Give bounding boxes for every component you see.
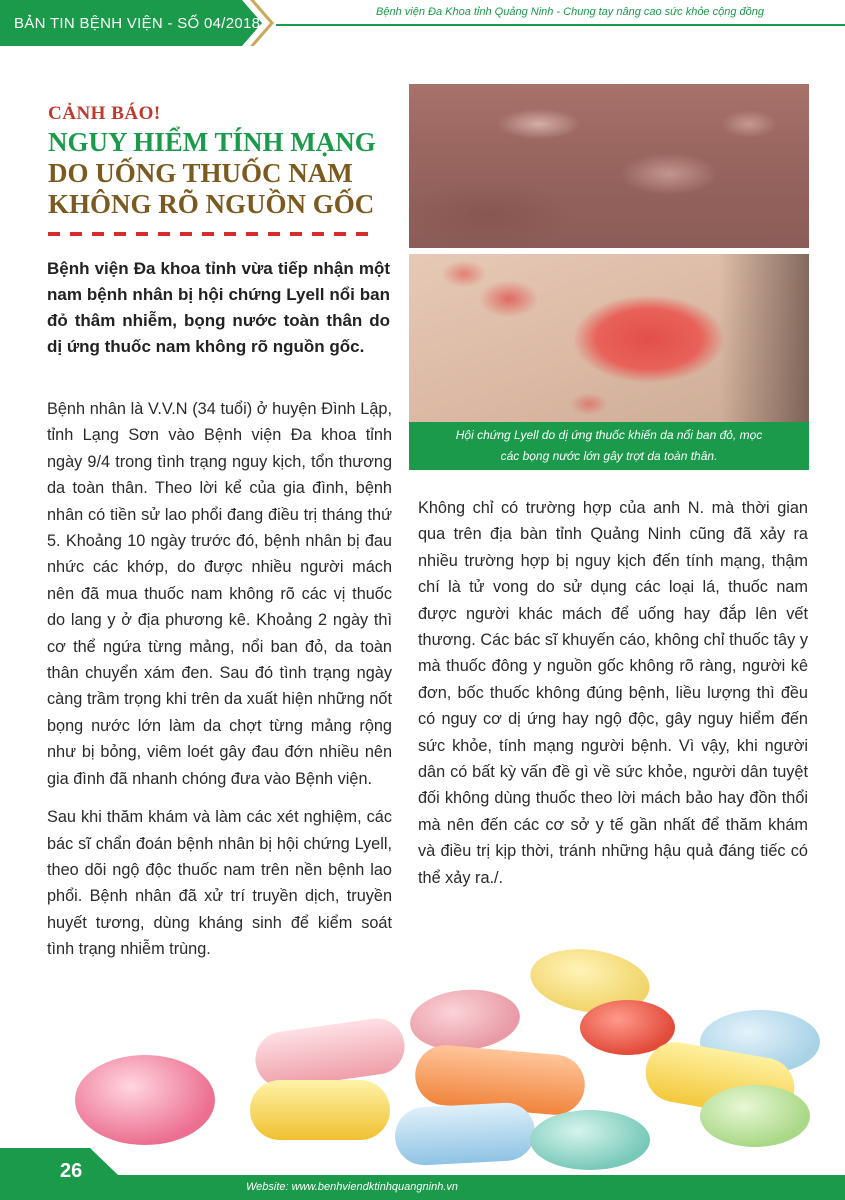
article-column-left [47,396,392,963]
capsule-blue-low [394,1101,537,1166]
skin-photo-bottom [409,254,809,422]
caption-line-1: Hội chứng Lyell do dị ứng thuốc khiến da nổi ban đỏ, mọc [455,428,763,442]
photo-shadow [719,254,809,422]
article-title-block [48,103,383,236]
page-number: 26 [60,1160,83,1182]
article-paragraph-1: Bệnh nhân là V.V.N (34 tuổi) ở huyện Đình Lập, tỉnh Lạng Sơn vào Bệnh viện Đa khoa tỉnh ngày 9/4 trong tình trạng nguy kịch, tổn thương da toàn thân. Theo lời kể của gia đình, bệnh nhân có tiền sử lao phổi đang điều trị tháng thứ 5. Khoảng 10 ngày trước đó, bệnh nhân bị đau nhức các khớp, do được nhiều người mách nên đã mua thuốc nam không rõ các vị thuốc do lang y ở địa phương kê. Khoảng 2 ngày thì cơ thể ngứa từng mảng, nổi ban đỏ, da toàn thân chuyển xám đen. Sau đó tình trạng ngày càng trầm trọng khi trên da xuất hiện những nốt bọng nước lớn làm da chợt từng mảng rộng như bị bỏng, viêm loét gây đau đớn nhiều nên gia đình đã nhanh chóng đưa vào Bệnh viện. [47,400,392,788]
article-column-right [418,495,808,891]
header-rule [276,24,845,26]
skin-photo-top [409,84,809,248]
article-paragraph-2: Sau khi thăm khám và làm các xét nghiệm, các bác sĩ chẩn đoán bệnh nhân bị hội chứng Lyell, theo dõi ngộ độc thuốc nam trên nền bệnh lao phổi. Bệnh nhân đã xử trí truyền dịch, truyền huyết tương, dùng kháng sinh để kiểm soát tình trạng nhiễm trùng. [47,808,392,959]
page-header [0,0,845,46]
article-title-line-1: NGUY HIỂM TÍNH MẠNG [48,127,376,157]
bulletin-title: BẢN TIN BỆNH VIỆN - SỐ 04/2018 [14,15,261,32]
pill-pink-big [75,1055,215,1145]
article-title-line-2: DO UỐNG THUỐC NAM [48,158,353,188]
caption-line-2: các bọng nước lớn gây trợt da toàn thân. [500,449,718,463]
article-title-line-3: KHÔNG RÕ NGUỒN GỐC [48,189,375,219]
pill-pink-top [408,985,523,1054]
footer-website: Website: www.benhviendktinhquangninh.vn [246,1181,458,1193]
article-kicker: CẢNH BÁO! [48,103,161,124]
article-paragraph-3: Không chỉ có trường hợp của anh N. mà thời gian qua trên địa bàn tỉnh Quảng Ninh cũng đã xảy ra nhiều trường hợp bị nguy kịch đến tính mạng, thậm chí là tử vong do sử dụng các loại lá, thuốc nam được người khác mách để uống hay đắp lên vết thương. Các bác sĩ khuyến cáo, không chỉ thuốc tây y mà thuốc đông y nguồn gốc không rõ ràng, người kê đơn, bốc thuốc không đúng bệnh, liều lượng thì đều có nguy cơ dị ứng hay ngộ độc, gây nguy hiểm đến sức khỏe, tính mạng người bệnh. Vì vậy, khi người dân có bất kỳ vấn đề gì về sức khỏe, người dân tuyệt đối không dùng thuốc theo lời mách bảo hay đồn thổi mà nên đến các cơ sở y tế gần nhất để thăm khám và điều trị kịp thời, tránh những hậu quả đáng tiếc có thể xảy ra./. [418,499,808,887]
capsule-yellow-low [250,1080,390,1140]
title-divider [48,232,371,236]
photo-caption [409,422,809,470]
pill-teal-low [530,1110,650,1170]
pill-green-right [700,1085,810,1147]
header-slogan: Bệnh viện Đa Khoa tỉnh Quảng Ninh - Chung tay nâng cao sức khỏe cộng đồng [376,6,764,18]
article-lead: Bệnh viện Đa khoa tỉnh vừa tiếp nhận một nam bệnh nhân bị hội chứng Lyell nổi ban đỏ thâm nhiễm, bọng nước toàn thân do dị ứng thuốc nam không rõ nguồn gốc. [47,259,390,356]
